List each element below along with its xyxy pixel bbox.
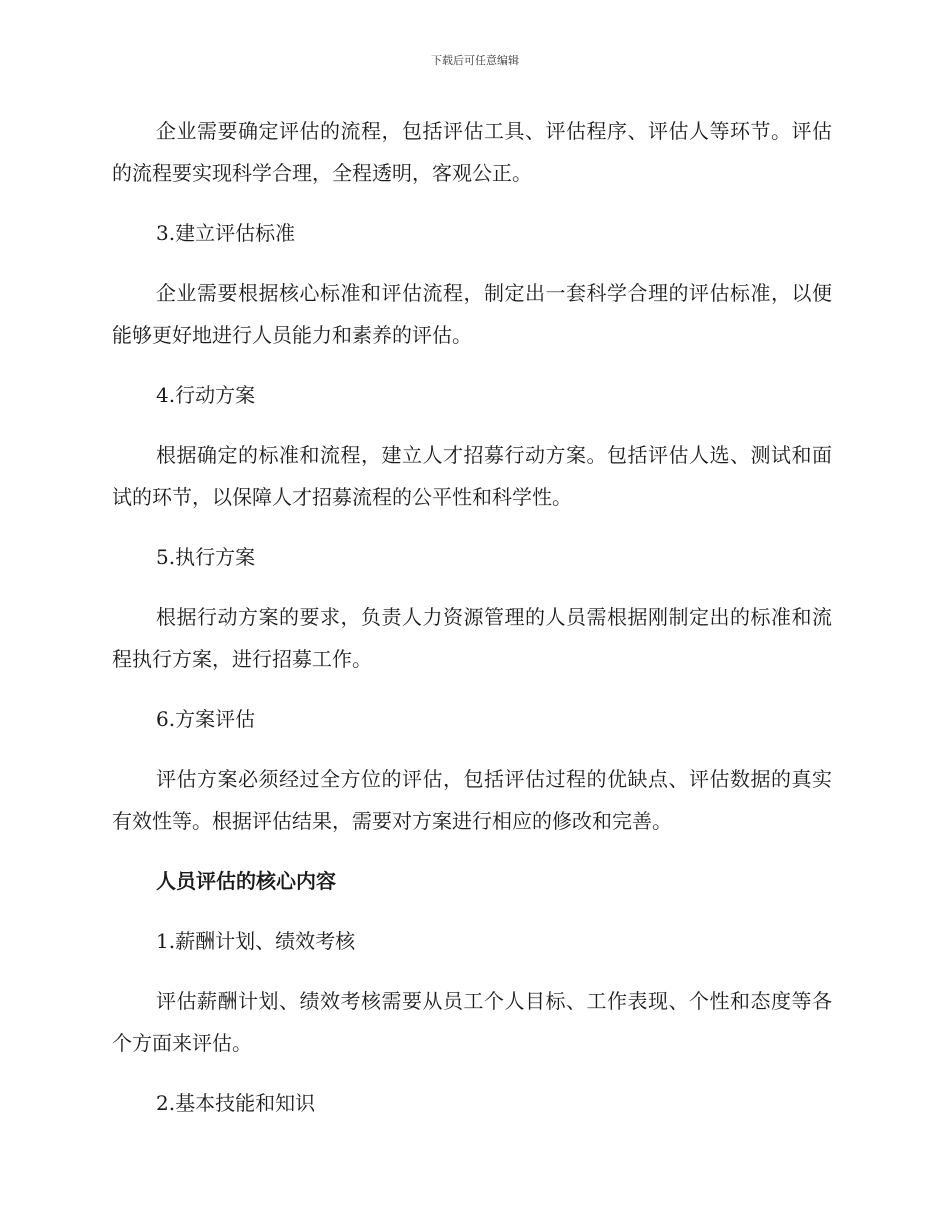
paragraph-salary-performance: 评估薪酬计划、绩效考核需要从员工个人目标、工作表现、个性和态度等各个方面来评估。 (112, 989, 832, 1055)
section-heading-core-content: 人员评估的核心内容 (156, 869, 336, 893)
paragraph-process: 企业需要确定评估的流程，包括评估工具、评估程序、评估人等环节。评估的流程要实现科学合理，全程透明，客观公正。 (112, 119, 832, 185)
item-heading-3: 3.建立评估标准 (156, 221, 296, 245)
paragraph-action-plan: 根据确定的标准和流程，建立人才招募行动方案。包括评估人选、测试和面试的环节，以保障人才招募流程的公平性和科学性。 (112, 443, 832, 509)
item-heading-5: 5.执行方案 (156, 545, 256, 569)
paragraph-standards: 企业需要根据核心标准和评估流程，制定出一套科学合理的评估标准，以便能够更好地进行人员能力和素养的评估。 (112, 281, 832, 347)
paragraph-plan-evaluation: 评估方案必须经过全方位的评估，包括评估过程的优缺点、评估数据的真实有效性等。根据评估结果，需要对方案进行相应的修改和完善。 (112, 767, 832, 833)
item-heading-1: 1.薪酬计划、绩效考核 (156, 929, 356, 953)
item-heading-2: 2.基本技能和知识 (156, 1091, 316, 1115)
item-heading-6: 6.方案评估 (156, 707, 256, 731)
item-heading-4: 4.行动方案 (156, 383, 256, 407)
document-body (112, 110, 832, 1142)
paragraph-execution: 根据行动方案的要求，负责人力资源管理的人员需根据刚制定出的标准和流程执行方案，进行招募工作。 (112, 605, 832, 671)
page-header-note: 下载后可任意编辑 (431, 54, 519, 67)
